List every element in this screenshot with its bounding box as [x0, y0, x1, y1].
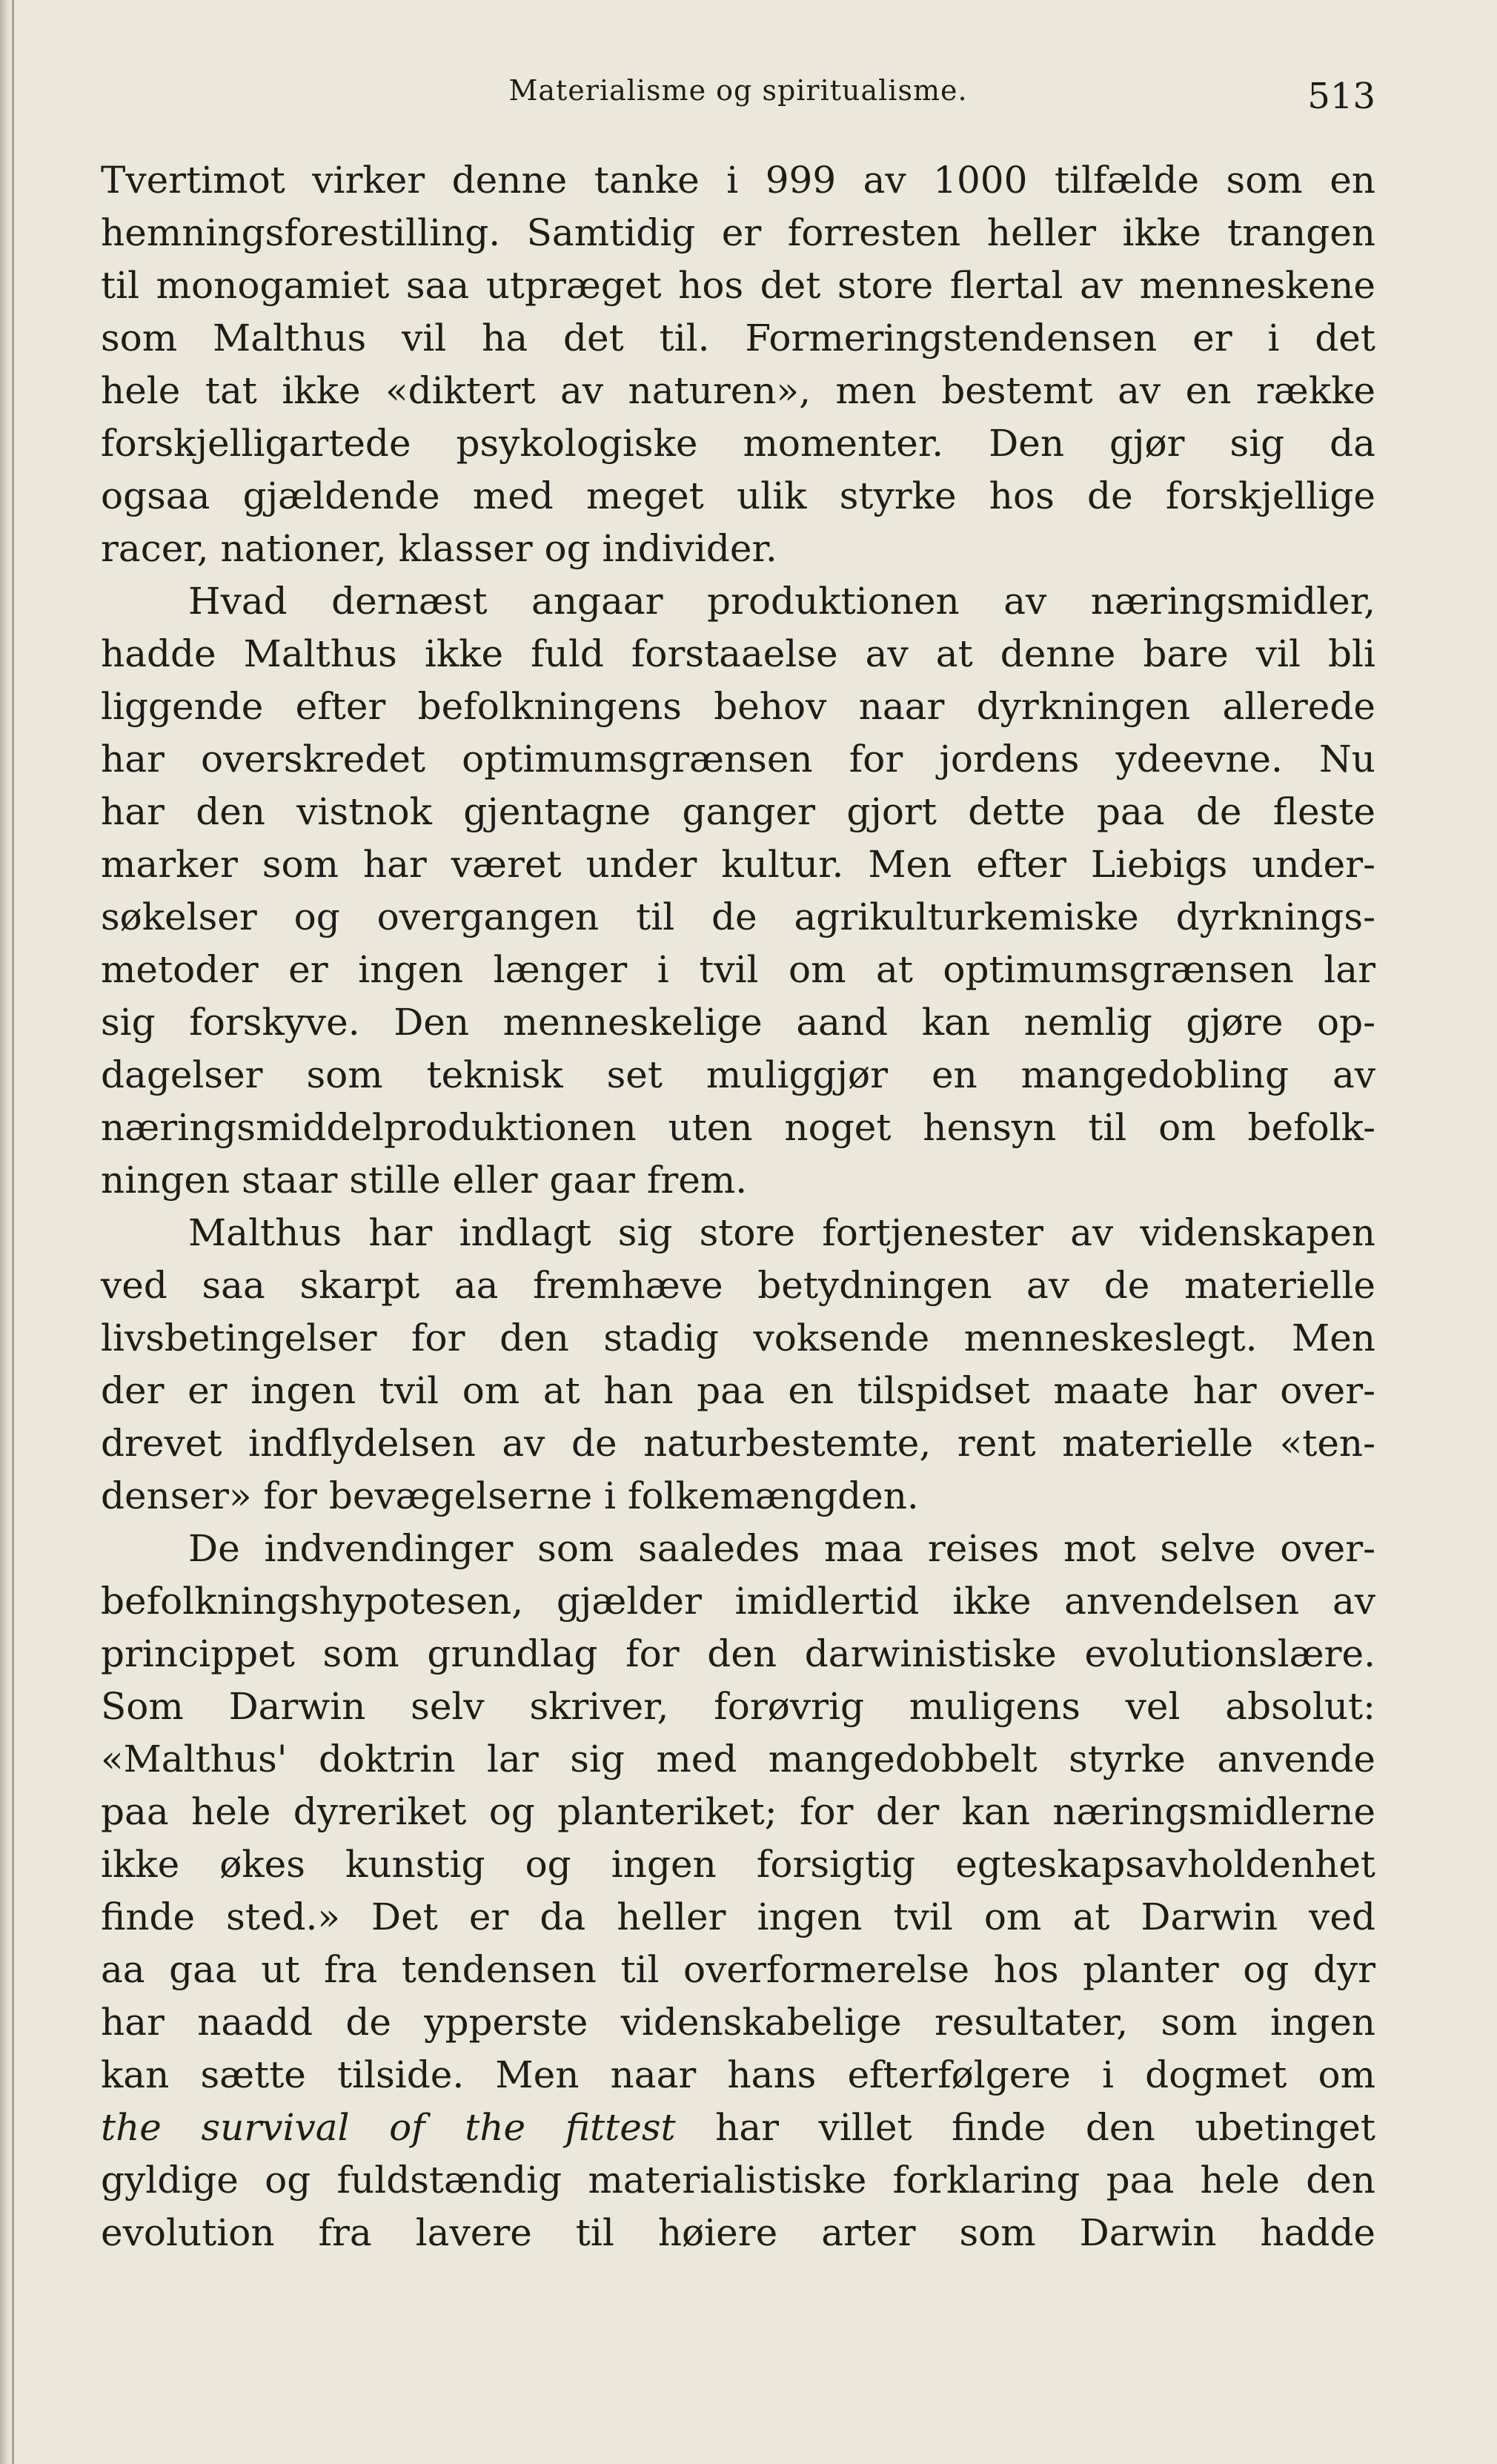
text-line: hemningsforestilling. Samtidig er forresten heller ikke trangen [101, 211, 1375, 254]
page-edge-shadow [0, 0, 10, 2464]
text-line: til monogamiet saa utpræget hos det store flertal av menneskene [101, 264, 1375, 307]
text-line: «Malthus' doktrin lar sig med mangedobbelt styrke anvende [101, 1738, 1375, 1781]
text-line: paa hele dyreriket og planteriket; for der kan næringsmidlerne [101, 1790, 1375, 1833]
text-line: hele tat ikke «diktert av naturen», men bestemt av en række [101, 369, 1375, 412]
text-line: forskjelligartede psykologiske momenter. Den gjør sig da [101, 422, 1375, 465]
text-line: racer, nationer, klasser og individer. [101, 527, 777, 570]
text-line: princippet som grundlag for den darwinistiske evolutionslære. [101, 1632, 1375, 1675]
text-line: hadde Malthus ikke fuld forstaaelse av at denne bare vil bli [101, 632, 1375, 675]
text-line: livsbetingelser for den stadig voksende menneskeslegt. Men [101, 1317, 1375, 1359]
text-line: har overskredet optimumsgrænsen for jordens ydeevne. Nu [101, 738, 1375, 781]
text-line: næringsmiddelproduktionen uten noget hensyn til om befolk- [101, 1106, 1375, 1149]
italic-phrase: the survival of the fittest [101, 2106, 676, 2149]
text-line: De indvendinger som saaledes maa reises mot selve over- [188, 1527, 1375, 1570]
text-line: som Malthus vil ha det til. Formeringstendensen er i det [101, 317, 1375, 360]
text-line: ogsaa gjældende med meget ulik styrke hos de forskjellige [101, 474, 1375, 517]
text-line: drevet indflydelsen av de naturbestemte, rent materielle «ten- [101, 1422, 1375, 1465]
text-line: ved saa skarpt aa fremhæve betydningen av de materielle [101, 1264, 1375, 1307]
text-line: sig forskyve. Den menneskelige aand kan nemlig gjøre op- [101, 1001, 1375, 1044]
text-line: denser» for bevægelserne i folkemængden. [101, 1474, 919, 1517]
text-line: finde sted.» Det er da heller ingen tvil om at Darwin ved [101, 1895, 1375, 1938]
text-line: aa gaa ut fra tendensen til overformerelse hos planter og dyr [101, 1948, 1375, 1991]
text-line: marker som har været under kultur. Men efter Liebigs under- [101, 843, 1375, 886]
text-line-with-italic [101, 2102, 1375, 2154]
running-head-title: Materialisme og spiritualisme. [508, 74, 968, 107]
text-line: har den vistnok gjentagne ganger gjort dette paa de fleste [101, 790, 1375, 833]
text-line: Malthus har indlagt sig store fortjenester av videnskapen [188, 1211, 1375, 1254]
text-line: der er ingen tvil om at han paa en tilspidset maate har over- [101, 1369, 1375, 1412]
text-line: metoder er ingen længer i tvil om at optimumsgrænsen lar [101, 948, 1375, 991]
text-line: kan sætte tilside. Men naar hans efterfølgere i dogmet om [101, 2053, 1375, 2096]
text-line: Hvad dernæst angaar produktionen av næringsmidler, [188, 580, 1375, 623]
binding-edge-line [12, 0, 14, 2464]
running-head [101, 68, 1375, 120]
text-line: dagelser som teknisk set muliggjør en mangedobling av [101, 1053, 1375, 1096]
text-line: søkelser og overgangen til de agrikulturkemiske dyrknings- [101, 895, 1375, 938]
text-line: ningen staar stille eller gaar frem. [101, 1159, 748, 1202]
text-line: har naadd de ypperste videnskabelige resultater, som ingen [101, 2001, 1375, 2044]
text-line: evolution fra lavere til høiere arter som Darwin hadde [101, 2211, 1375, 2254]
text-line: liggende efter befolkningens behov naar dyrkningen allerede [101, 685, 1375, 728]
text-line: Tvertimot virker denne tanke i 999 av 1000 tilfælde som en [101, 159, 1375, 202]
text-line: Som Darwin selv skriver, forøvrig muligens vel absolut: [101, 1685, 1375, 1728]
text-line: gyldige og fuldstændig materialistiske forklaring paa hele den [101, 2159, 1375, 2202]
text-line: befolkningshypotesen, gjælder imidlertid ikke anvendelsen av [101, 1580, 1375, 1623]
body-text [101, 154, 1375, 2259]
text-line: ikke økes kunstig og ingen forsigtig egteskapsavholdenhet [101, 1843, 1375, 1886]
text-fragment: har villet finde den ubetinget [675, 2106, 1375, 2149]
page-number: 513 [1307, 76, 1375, 117]
